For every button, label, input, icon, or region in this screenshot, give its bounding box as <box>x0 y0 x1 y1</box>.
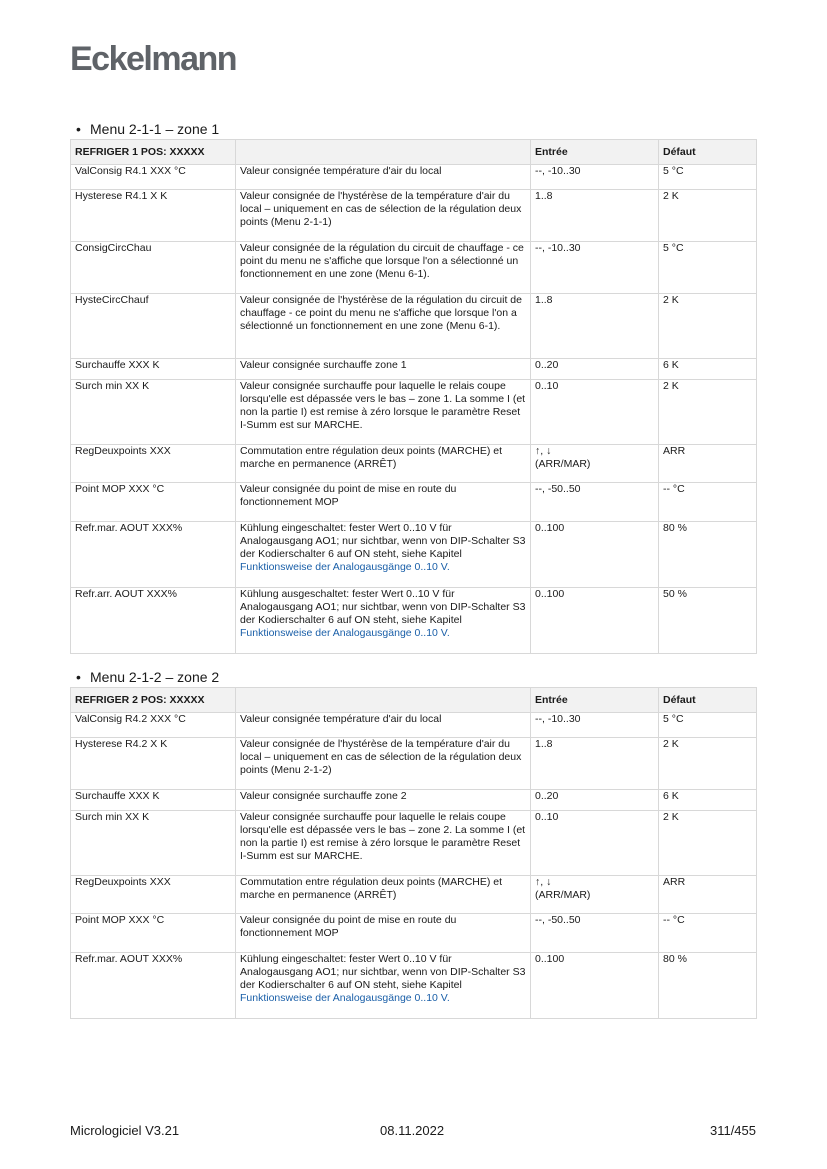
description-cell <box>236 483 531 522</box>
chapter-link[interactable]: Funktionsweise der Analogausgänge 0..10 V. <box>240 992 450 1004</box>
table-row <box>71 811 757 876</box>
description-cell <box>236 811 531 876</box>
description-cell <box>236 953 531 1019</box>
description-text: Valeur consignée du point de mise en route du fonctionnement MOP <box>240 914 457 939</box>
entry-cell <box>531 190 659 242</box>
column-header-entry: Entrée <box>531 688 659 713</box>
description-cell <box>236 242 531 294</box>
entry-cell <box>531 165 659 190</box>
table-row <box>71 380 757 445</box>
entry-cell <box>531 242 659 294</box>
entry-value: --, -50..50 <box>535 914 581 926</box>
description-cell <box>236 165 531 190</box>
table-row <box>71 445 757 483</box>
entry-cell <box>531 294 659 359</box>
parameter-name-cell: Surchauffe XXX K <box>71 359 236 380</box>
entry-cell <box>531 790 659 811</box>
default-cell: 80 % <box>659 522 757 588</box>
table-row <box>71 953 757 1019</box>
parameter-name-cell: Surch min XX K <box>71 380 236 445</box>
description-cell <box>236 876 531 914</box>
entry-value: ↑, ↓ <box>535 445 552 457</box>
entry-value-options: (ARR/MAR) <box>535 889 591 901</box>
default-cell: 5 °C <box>659 165 757 190</box>
description-text: Valeur consignée surchauffe pour laquelle le relais coupe lorsqu'elle est dépassée vers le bas – zone 1. La somme I (et non la partie I) est remise à zéro lorsque le paramètre Reset I-Summ est sur MARCHE. <box>240 380 526 431</box>
description-cell <box>236 522 531 588</box>
default-cell: 2 K <box>659 190 757 242</box>
column-header-name: REFRIGER 2 POS: XXXXX <box>71 688 236 713</box>
column-header-default: Défaut <box>659 140 757 165</box>
entry-value: 0..10 <box>535 380 559 392</box>
table-row <box>71 483 757 522</box>
parameter-name-cell: HysteCircChauf <box>71 294 236 359</box>
column-header-name: REFRIGER 1 POS: XXXXX <box>71 140 236 165</box>
entry-value: --, -10..30 <box>535 713 581 725</box>
entry-cell <box>531 811 659 876</box>
description-cell <box>236 190 531 242</box>
entry-cell <box>531 522 659 588</box>
table-row <box>71 242 757 294</box>
column-header-description <box>236 140 531 165</box>
bullet-icon: • <box>76 121 81 137</box>
default-cell: 6 K <box>659 359 757 380</box>
footer-software-version: Micrologiciel V3.21 <box>70 1123 180 1138</box>
parameter-name-cell: Point MOP XXX °C <box>71 483 236 522</box>
default-cell: 2 K <box>659 380 757 445</box>
entry-cell <box>531 445 659 483</box>
table-row <box>71 190 757 242</box>
parameter-name-cell: Hysterese R4.1 X K <box>71 190 236 242</box>
description-text: Valeur consignée de l'hystérèse de la température d'air du local – uniquement en cas de sélection de la régulation deux points (Menu 2-1-1) <box>240 190 522 228</box>
entry-value-options: (ARR/MAR) <box>535 458 591 470</box>
default-cell: -- °C <box>659 914 757 953</box>
default-cell: 5 °C <box>659 713 757 738</box>
entry-value: ↑, ↓ <box>535 876 552 888</box>
description-text: Kühlung eingeschaltet: fester Wert 0..10 V für Analogausgang AO1; nur sichtbar, wenn von DIP-Schalter S3 der Kodierschalter 6 auf ON steht, siehe Kapitel <box>240 522 526 560</box>
description-text: Valeur consignée du point de mise en route du fonctionnement MOP <box>240 483 457 508</box>
eckelmann-logo: Eckelmann <box>70 40 237 78</box>
table-row <box>71 165 757 190</box>
parameter-table-zone-1 <box>70 139 757 654</box>
table-header-row <box>71 140 757 165</box>
parameter-name-cell: ValConsig R4.2 XXX °C <box>71 713 236 738</box>
entry-cell <box>531 953 659 1019</box>
parameter-name-cell: RegDeuxpoints XXX <box>71 445 236 483</box>
parameter-name-cell: Surchauffe XXX K <box>71 790 236 811</box>
entry-cell <box>531 483 659 522</box>
parameter-name-cell: Surch min XX K <box>71 811 236 876</box>
description-cell <box>236 445 531 483</box>
parameter-name-cell: Refr.mar. AOUT XXX% <box>71 953 236 1019</box>
chapter-link[interactable]: Funktionsweise der Analogausgänge 0..10 V. <box>240 561 450 573</box>
chapter-link[interactable]: Funktionsweise der Analogausgänge 0..10 V. <box>240 627 450 639</box>
parameter-name-cell: ConsigCircChau <box>71 242 236 294</box>
entry-value: 0..10 <box>535 811 559 823</box>
entry-value: 1..8 <box>535 294 553 306</box>
description-cell <box>236 914 531 953</box>
entry-cell <box>531 359 659 380</box>
description-cell <box>236 790 531 811</box>
parameter-name-cell: ValConsig R4.1 XXX °C <box>71 165 236 190</box>
parameter-name-cell: Refr.mar. AOUT XXX% <box>71 522 236 588</box>
parameter-name-cell: Hysterese R4.2 X K <box>71 738 236 790</box>
default-cell: 2 K <box>659 294 757 359</box>
table-row <box>71 588 757 654</box>
parameter-name-cell: RegDeuxpoints XXX <box>71 876 236 914</box>
table-row <box>71 359 757 380</box>
description-text: Kühlung ausgeschaltet: fester Wert 0..10 V für Analogausgang AO1; nur sichtbar, wenn von DIP-Schalter S3 der Kodierschalter 6 auf ON steht, siehe Kapitel <box>240 588 526 626</box>
description-cell <box>236 713 531 738</box>
default-cell: ARR <box>659 876 757 914</box>
entry-cell <box>531 738 659 790</box>
description-text: Commutation entre régulation deux points (MARCHE) et marche en permanence (ARRÊT) <box>240 876 503 901</box>
parameter-table-zone-2 <box>70 687 757 1019</box>
description-cell <box>236 294 531 359</box>
parameter-name-cell: Refr.arr. AOUT XXX% <box>71 588 236 654</box>
bullet-icon: • <box>76 669 81 685</box>
table-row <box>71 790 757 811</box>
description-text: Valeur consignée température d'air du local <box>240 713 442 725</box>
table-header-row <box>71 688 757 713</box>
default-cell: ARR <box>659 445 757 483</box>
table-row <box>71 713 757 738</box>
description-cell <box>236 588 531 654</box>
description-cell <box>236 359 531 380</box>
entry-cell <box>531 914 659 953</box>
default-cell: 80 % <box>659 953 757 1019</box>
section-title-zone-1 <box>76 121 219 137</box>
entry-cell <box>531 380 659 445</box>
section-title-zone-2 <box>76 669 219 685</box>
footer-page-number: 311/455 <box>709 1123 756 1138</box>
column-header-default: Défaut <box>659 688 757 713</box>
column-header-description <box>236 688 531 713</box>
table-row <box>71 522 757 588</box>
entry-value: --, -10..30 <box>535 165 581 177</box>
description-text: Commutation entre régulation deux points (MARCHE) et marche en permanence (ARRÊT) <box>240 445 503 470</box>
description-text: Valeur consignée surchauffe pour laquelle le relais coupe lorsqu'elle est dépassée vers le bas – zone 2. La somme I (et non la partie I) est remise à zéro lorsque le paramètre Reset I-Summ est sur MARCHE. <box>240 811 526 862</box>
table-row <box>71 294 757 359</box>
description-text: Valeur consignée de la régulation du circuit de chauffage - ce point du menu ne s'affiche que lorsque l'on a sélectionné un fonctionnement en une zone (Menu 6-1). <box>240 242 524 280</box>
description-text: Valeur consignée surchauffe zone 2 <box>240 790 407 802</box>
entry-value: 1..8 <box>535 190 553 202</box>
default-cell: 2 K <box>659 811 757 876</box>
entry-cell <box>531 588 659 654</box>
entry-value: 0..100 <box>535 953 565 965</box>
description-cell <box>236 380 531 445</box>
entry-value: --, -50..50 <box>535 483 581 495</box>
footer-date: 08.11.2022 <box>380 1123 445 1138</box>
entry-value: 0..100 <box>535 522 565 534</box>
description-cell <box>236 738 531 790</box>
parameter-name-cell: Point MOP XXX °C <box>71 914 236 953</box>
description-text: Valeur consignée surchauffe zone 1 <box>240 359 407 371</box>
section-title-text: Menu 2-1-1 – zone 1 <box>90 121 220 137</box>
entry-cell <box>531 876 659 914</box>
entry-value: 0..20 <box>535 359 559 371</box>
default-cell: 5 °C <box>659 242 757 294</box>
entry-value: --, -10..30 <box>535 242 581 254</box>
description-text: Valeur consignée température d'air du local <box>240 165 442 177</box>
default-cell: -- °C <box>659 483 757 522</box>
default-cell: 2 K <box>659 738 757 790</box>
section-title-text: Menu 2-1-2 – zone 2 <box>90 669 220 685</box>
table-row <box>71 914 757 953</box>
entry-value: 0..20 <box>535 790 559 802</box>
table-row <box>71 738 757 790</box>
entry-value: 0..100 <box>535 588 565 600</box>
entry-value: 1..8 <box>535 738 553 750</box>
description-text: Valeur consignée de l'hystérèse de la température d'air du local – uniquement en cas de sélection de la régulation deux points (Menu 2-1-2) <box>240 738 522 776</box>
column-header-entry: Entrée <box>531 140 659 165</box>
table-row <box>71 876 757 914</box>
entry-cell <box>531 713 659 738</box>
default-cell: 6 K <box>659 790 757 811</box>
description-text: Kühlung eingeschaltet: fester Wert 0..10 V für Analogausgang AO1; nur sichtbar, wenn von DIP-Schalter S3 der Kodierschalter 6 auf ON steht, siehe Kapitel <box>240 953 526 991</box>
default-cell: 50 % <box>659 588 757 654</box>
description-text: Valeur consignée de l'hystérèse de la régulation du circuit de chauffage - ce point du menu ne s'affiche que lorsque l'on a sélectionné un fonctionnement en une zone (Menu 6-1). <box>240 294 522 332</box>
